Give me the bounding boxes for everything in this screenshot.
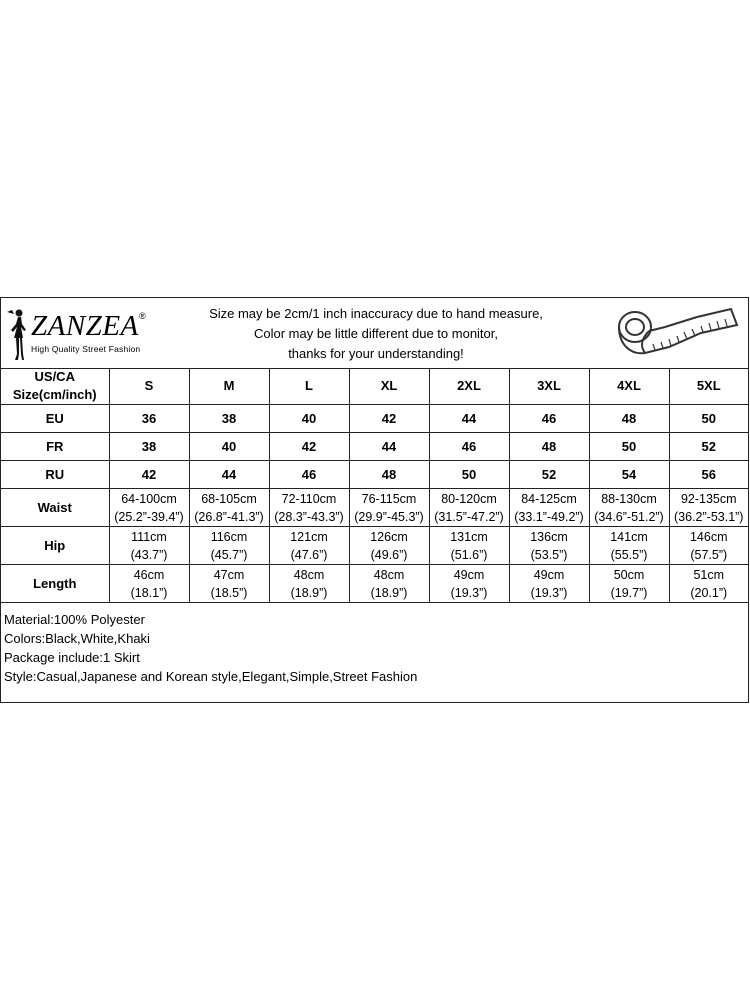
measurement-line: 116cm [210, 529, 248, 544]
measurement-line: (34.6”-51.2”) [594, 509, 664, 524]
notice-line: Color may be little different due to monitor, [254, 326, 498, 341]
measurement-notice [181, 304, 571, 364]
measurement-cell [189, 489, 269, 527]
size-cell: 38 [109, 433, 189, 461]
size-cell: 50 [669, 405, 748, 433]
product-details [4, 610, 417, 686]
measurement-line: (19.3”) [450, 585, 488, 600]
size-header-row [1, 368, 748, 405]
measurement-line: 76-115cm [361, 491, 417, 506]
size-cell: 48 [509, 433, 589, 461]
measurement-line: (18.9”) [370, 585, 408, 600]
measurement-cell [349, 565, 429, 603]
detail-material: Material:100% Polyester [4, 612, 145, 627]
measurement-line: 46cm [133, 567, 165, 582]
measurement-line: 84-125cm [521, 491, 577, 506]
size-cell: 50 [429, 461, 509, 489]
size-cell: 48 [349, 461, 429, 489]
measurement-cell [349, 527, 429, 565]
size-cell: 52 [509, 461, 589, 489]
chart-header [1, 298, 748, 369]
measurement-line: (29.9”-45.3”) [354, 509, 424, 524]
measurement-line: 48cm [293, 567, 325, 582]
row-label: FR [1, 433, 109, 461]
size-system-line: Size(cm/inch) [12, 387, 97, 402]
measurement-line: 47cm [213, 567, 245, 582]
measurement-cell [509, 527, 589, 565]
brand-logo [5, 304, 155, 362]
measurement-line: (19.7”) [610, 585, 648, 600]
measurement-line: (57.5”) [690, 547, 728, 562]
measurement-cell [429, 565, 509, 603]
measuring-tape-icon [609, 301, 741, 365]
detail-package: Package include:1 Skirt [4, 650, 140, 665]
woman-silhouette-icon [5, 308, 31, 362]
size-cell: 38 [189, 405, 269, 433]
measurement-cell [429, 527, 509, 565]
measurement-line: 50cm [613, 567, 645, 582]
size-cell: 48 [589, 405, 669, 433]
size-header-cell: XL [349, 368, 429, 405]
measurement-line: (55.5”) [610, 547, 648, 562]
table-row [1, 405, 748, 433]
size-header-cell: 5XL [669, 368, 748, 405]
measurement-cell [349, 489, 429, 527]
table-row [1, 461, 748, 489]
size-table [1, 368, 748, 603]
measurement-line: (43.7”) [130, 547, 168, 562]
size-cell: 40 [269, 405, 349, 433]
measurement-line: 64-100cm [121, 491, 177, 506]
size-header-cell: 4XL [589, 368, 669, 405]
size-cell: 42 [349, 405, 429, 433]
row-label: RU [1, 461, 109, 489]
size-header-cell: 2XL [429, 368, 509, 405]
measurement-line: (25.2”-39.4”) [114, 509, 184, 524]
size-cell: 56 [669, 461, 748, 489]
measurement-line: (49.6”) [370, 547, 408, 562]
notice-line: Size may be 2cm/1 inch inaccuracy due to hand measure, [209, 306, 543, 321]
measurement-line: 131cm [450, 529, 488, 544]
row-label: Length [1, 565, 109, 603]
measurement-line: 68-105cm [201, 491, 257, 506]
measurement-line: (45.7”) [210, 547, 248, 562]
measurement-cell [669, 489, 748, 527]
measurement-line: 49cm [453, 567, 485, 582]
size-cell: 46 [509, 405, 589, 433]
measurement-line: 121cm [290, 529, 328, 544]
size-cell: 42 [109, 461, 189, 489]
measurement-cell [589, 565, 669, 603]
measurement-cell [269, 489, 349, 527]
size-cell: 54 [589, 461, 669, 489]
measurement-line: (51.6”) [450, 547, 488, 562]
row-label: Hip [1, 527, 109, 565]
measurement-cell [509, 565, 589, 603]
brand-name: ZANZEA [31, 310, 139, 342]
measurement-line: (20.1”) [690, 585, 728, 600]
table-row [1, 565, 748, 603]
measurement-cell [589, 489, 669, 527]
measurement-line: (18.1”) [130, 585, 168, 600]
measurement-cell [189, 527, 269, 565]
measurement-cell [269, 527, 349, 565]
size-header-cell: M [189, 368, 269, 405]
measurement-line: 51cm [693, 567, 725, 582]
table-row [1, 527, 748, 565]
size-cell: 46 [269, 461, 349, 489]
size-chart-sheet [0, 297, 749, 703]
notice-line: thanks for your understanding! [288, 346, 464, 361]
size-cell: 44 [189, 461, 269, 489]
measurement-cell [509, 489, 589, 527]
measurement-line: 146cm [689, 529, 728, 544]
measurement-cell [429, 489, 509, 527]
measurement-line: 126cm [370, 529, 408, 544]
size-system-label [1, 368, 109, 405]
measurement-line: (19.3”) [530, 585, 568, 600]
measurement-line: 80-120cm [441, 491, 497, 506]
detail-style: Style:Casual,Japanese and Korean style,Elegant,Simple,Street Fashion [4, 669, 418, 684]
measurement-line: 111cm [131, 529, 167, 544]
row-label: Waist [1, 489, 109, 527]
measurement-line: (26.8”-41.3”) [194, 509, 264, 524]
size-system-line: US/CA [34, 369, 75, 384]
size-cell: 50 [589, 433, 669, 461]
measurement-cell [109, 565, 189, 603]
size-header-cell: 3XL [509, 368, 589, 405]
measurement-cell [109, 527, 189, 565]
size-cell: 44 [349, 433, 429, 461]
row-label: EU [1, 405, 109, 433]
size-header-cell: L [269, 368, 349, 405]
measurement-line: (18.9”) [290, 585, 328, 600]
registered-mark: ® [139, 311, 146, 321]
measurement-line: (47.6”) [290, 547, 328, 562]
table-row [1, 433, 748, 461]
size-cell: 36 [109, 405, 189, 433]
size-cell: 46 [429, 433, 509, 461]
detail-colors: Colors:Black,White,Khaki [4, 631, 150, 646]
measurement-line: (28.3”-43.3”) [274, 509, 344, 524]
size-cell: 52 [669, 433, 748, 461]
measurement-line: 136cm [530, 529, 568, 544]
size-cell: 44 [429, 405, 509, 433]
measurement-line: 48cm [373, 567, 405, 582]
measurement-line: (31.5”-47.2”) [434, 509, 504, 524]
measurement-line: 88-130cm [601, 491, 657, 506]
measurement-line: 141cm [610, 529, 648, 544]
size-cell: 42 [269, 433, 349, 461]
measurement-line: 49cm [533, 567, 565, 582]
measurement-cell [109, 489, 189, 527]
table-row [1, 489, 748, 527]
measurement-line: 92-135cm [680, 491, 737, 506]
measurement-cell [269, 565, 349, 603]
measurement-line: (53.5”) [530, 547, 568, 562]
measurement-cell [189, 565, 269, 603]
measurement-line: (18.5”) [210, 585, 248, 600]
measurement-cell [589, 527, 669, 565]
size-cell: 40 [189, 433, 269, 461]
measurement-line: (33.1”-49.2”) [514, 509, 584, 524]
measurement-line: (36.2”-53.1”) [674, 509, 744, 524]
measurement-cell [669, 527, 748, 565]
measurement-cell [669, 565, 748, 603]
size-header-cell: S [109, 368, 189, 405]
measurement-line: 72-110cm [281, 491, 337, 506]
brand-tagline: High Quality Street Fashion [31, 344, 141, 354]
